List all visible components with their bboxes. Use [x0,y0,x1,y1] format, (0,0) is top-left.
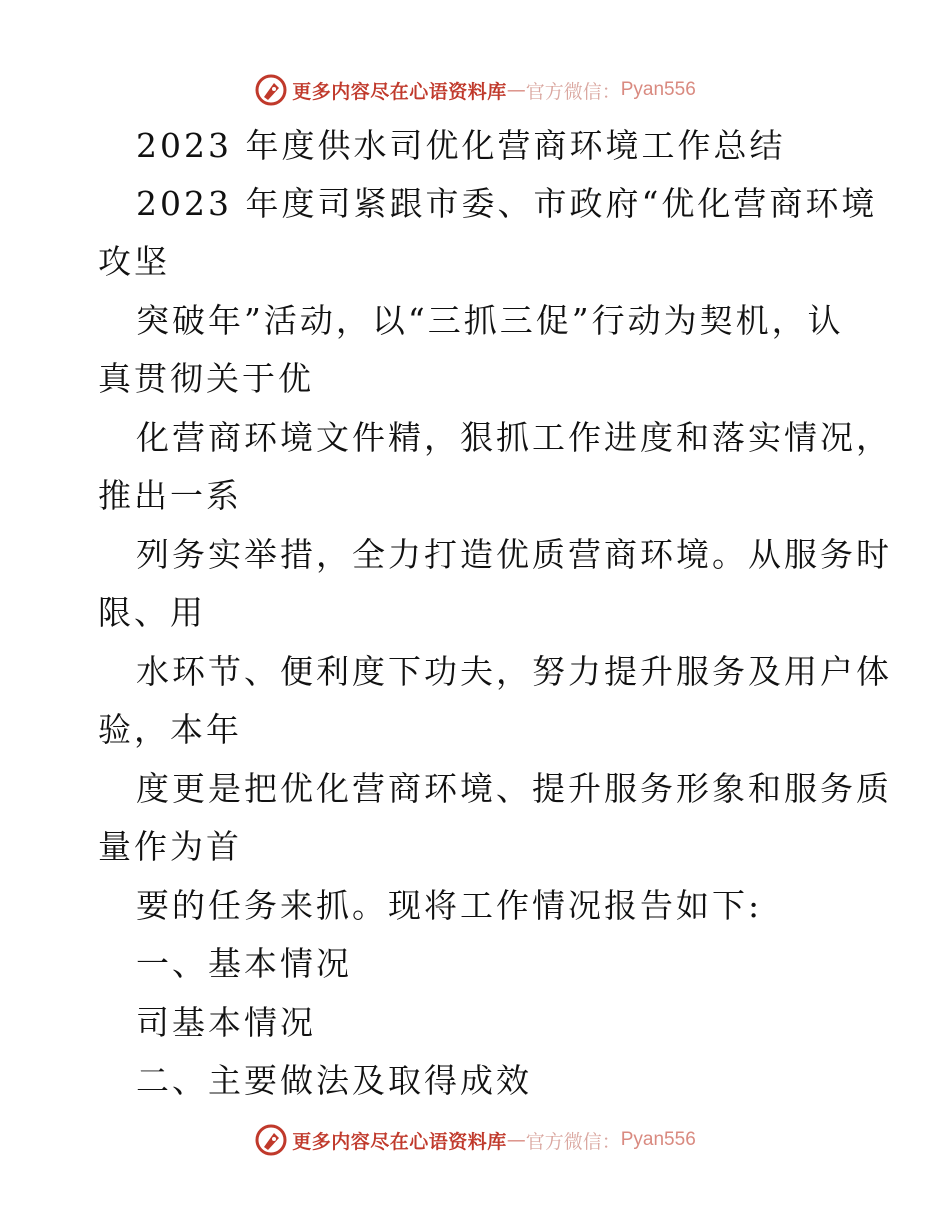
pen-nib-logo-icon [254,73,288,107]
paragraph-line: 突破年”活动，以“三抓三促”行动为契机，认 [136,301,844,340]
banner-wechat-id: Pyan556 [620,1129,696,1150]
paragraph-line: 2023 年度司紧跟市委、市政府“优化营商环境 [136,184,878,223]
paragraph-line: 真贯彻关于优 [98,359,314,398]
paragraph-line: 司基本情况 [136,1003,316,1042]
banner-dash: — [506,1129,526,1151]
paragraph-line: 要的任务来抓。现将工作情况报告如下: [136,886,763,925]
header-watermark-banner [0,70,950,110]
paragraph-line: 推出一系 [98,476,242,515]
paragraph-line: 化营商环境文件精，狠抓工作进度和落实情况， [136,418,892,457]
paragraph-line: 验，本年 [98,710,242,749]
document-title: 2023 年度供水司优化营商环境工作总结 [136,126,786,165]
paragraph-line: 攻坚 [98,242,170,281]
paragraph-line: 限、用 [98,593,206,632]
paragraph-line: 水环节、便利度下功夫，努力提升服务及用户体 [136,652,892,691]
section-heading: 二、主要做法及取得成效 [136,1061,532,1100]
banner-dash: — [506,79,526,101]
pen-nib-logo-icon [254,1123,288,1157]
banner-wechat-label: 官方微信： [525,1130,621,1153]
paragraph-line: 量作为首 [98,827,242,866]
banner-wechat-label: 官方微信： [525,80,621,103]
banner-wechat-id: Pyan556 [620,79,696,100]
banner-main-text: 更多内容尽在心语资料库 [292,1130,507,1153]
paragraph-line: 列务实举措，全力打造优质营商环境。从服务时 [136,535,892,574]
footer-watermark-banner [0,1120,950,1160]
banner-main-text: 更多内容尽在心语资料库 [292,80,507,103]
section-heading: 一、基本情况 [136,944,352,983]
paragraph-line: 度更是把优化营商环境、提升服务形象和服务质 [136,769,892,808]
